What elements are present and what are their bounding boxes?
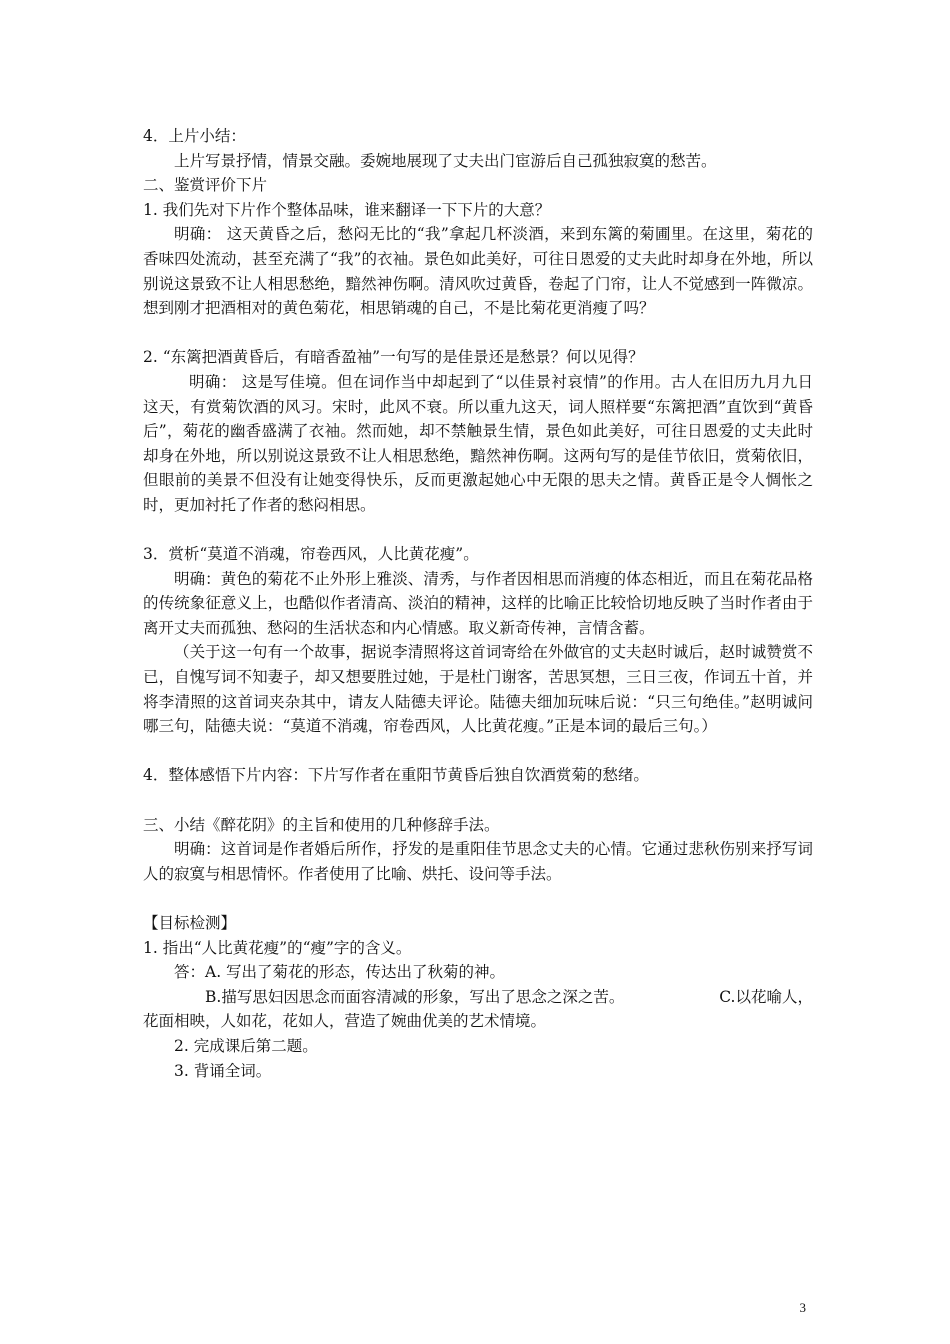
document-body: [143, 124, 813, 1083]
target-check-heading: 【目标检测】: [143, 914, 237, 932]
spacer: [143, 788, 813, 813]
section-heading-part-two: 二、鉴赏评价下片: [143, 176, 268, 195]
check-question-1: 1. 指出“人比黄花瘦”的“瘦”字的含义。: [143, 938, 412, 957]
answer-2: 明确： 这是写佳境。但在词作当中却起到了“以佳景衬哀情”的作用。古人在旧历九月九日这天，有赏菊饮酒的风习。宋时，此风不衰。所以重九这天，词人照样要“东篱把酒”直饮到“黄昏后”，菊花的幽香盛满了衣袖。然而她，却不禁触景生情，景色如此美好，可往日恩爱的丈夫此时却身在外地，所以别说这景致不让人相思愁绝，黯然神伤啊。这两句写的是佳节依旧，赏菊依旧，但眼前的美景不但没有让她变得快乐，反而更激起她心中无限的思夫之情。黄昏正是令人惆怅之时，更加衬托了作者的愁闷相思。: [143, 372, 813, 514]
spacer: [143, 886, 813, 911]
check-item-3: 3. 背诵全词。: [174, 1061, 272, 1080]
check-answer-b: B.描写思妇因思念而面容清减的形象，写出了思念之深之苦。: [205, 987, 625, 1006]
question-4: 4．整体感悟下片内容：下片写作者在重阳节黄昏后独自饮酒赏菊的愁绪。: [143, 766, 649, 785]
spacer: [143, 739, 813, 764]
check-answer-c: C.以花喻人，: [719, 987, 813, 1006]
check-answer-bc-row: [143, 985, 813, 1010]
answer-3: 明确：黄色的菊花不止外形上雅淡、清秀，与作者因相思而消瘦的体态相近，而且在菊花品格的传统象征意义上，也酷似作者清高、淡泊的精神，这样的比喻正比较恰切地反映了当时作者由于离开丈夫而孤独、愁闷的生活状态和内心情感。取义新奇传神，言情含蓄。: [143, 569, 813, 637]
answer-1: 明确： 这天黄昏之后，愁闷无比的“我”拿起几杯淡酒，来到东篱的菊圃里。在这里，菊花的香味四处流动，甚至充满了“我”的衣袖。景色如此美好，可往日恩爱的丈夫此时却身在外地，所以别说这景致不让人相思愁绝，黯然神伤啊。清风吹过黄昏，卷起了门帘，让人不觉感到一阵微凉。想到刚才把酒相对的黄色菊花，相思销魂的自己，不是比菊花更消瘦了吗？: [143, 225, 813, 318]
check-answer-c-continued: 花面相映，人如花，花如人，营造了婉曲优美的艺术情境。: [143, 1012, 547, 1031]
answer-part-three: 明确：这首词是作者婚后所作，抒发的是重阳佳节思念丈夫的心情。它通过悲秋伤别来抒写词人的寂寞与相思情怀。作者使用了比喻、烘托、设问等手法。: [143, 840, 813, 883]
section-heading-summary: 4．上片小结：: [143, 127, 246, 145]
check-item-2: 2. 完成课后第二题。: [174, 1036, 318, 1055]
page-number: 3: [799, 1300, 806, 1315]
check-answer-a: 答：A. 写出了菊花的形态，传达出了秋菊的神。: [174, 963, 506, 982]
question-3: 3．赏析“莫道不消魂，帘卷西风，人比黄花瘦”。: [143, 545, 479, 564]
section-heading-part-three: 三、小结《醉花阴》的主旨和使用的几种修辞手法。: [143, 815, 500, 834]
spacer: [143, 518, 813, 543]
story-paragraph: （关于这一句有一个故事，据说李清照将这首词寄给在外做官的丈夫赵时诚后，赵时诚赞赏不已，自愧写词不知妻子，却又想要胜过她，于是杜门谢客，苦思冥想，三日三夜，作词五十首，并将李清照的这首词夹杂其中，请友人陆德夫评论。陆德夫细加玩味后说：“只三句绝佳。”赵明诚问哪三句，陆德夫说：“莫道不消魂，帘卷西风，人比黄花瘦。”正是本词的最后三句。）: [143, 643, 813, 736]
paragraph-summary: 上片写景抒情，情景交融。委婉地展现了丈夫出门宦游后自己孤独寂寞的愁苦。: [174, 151, 717, 170]
question-2: 2. “东篱把酒黄昏后，有暗香盈袖”一句写的是佳景还是愁景？何以见得？: [143, 348, 644, 367]
spacer: [143, 321, 813, 346]
question-1: 1. 我们先对下片作个整体品味，谁来翻译一下下片的大意？: [143, 200, 551, 219]
